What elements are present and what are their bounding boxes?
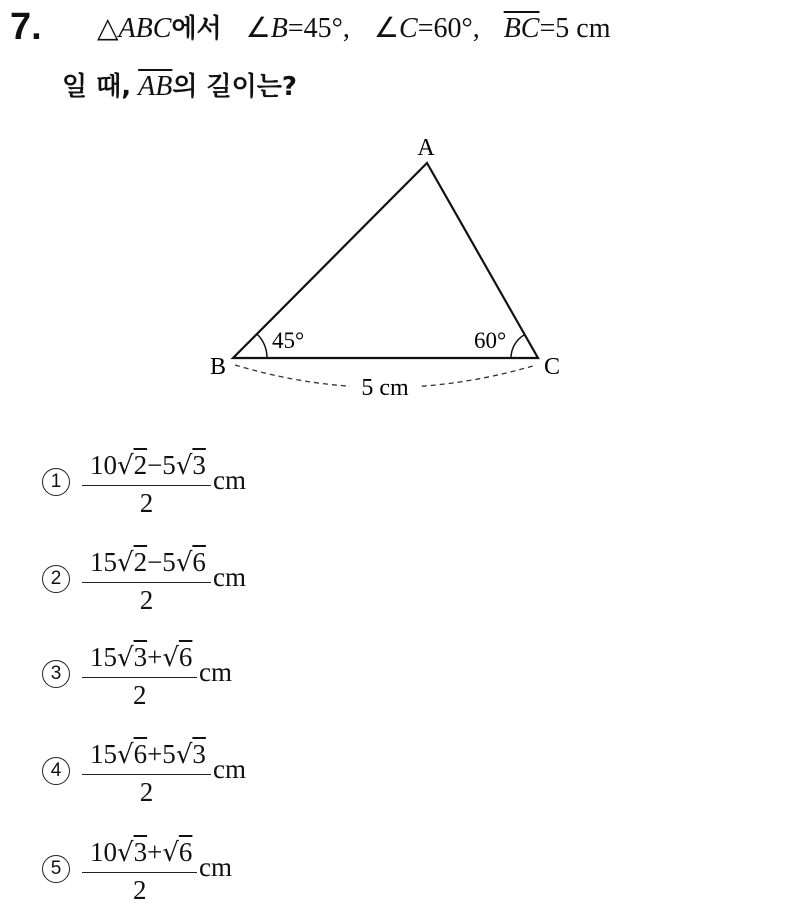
choice-marker: 4	[42, 757, 70, 785]
radicand: 3	[133, 642, 148, 672]
angle-b-vertex: B	[270, 13, 288, 44]
radical-sign-icon: √	[175, 451, 193, 481]
coefficient: 15	[90, 739, 117, 769]
radical-sign-icon: √	[117, 643, 134, 673]
segment-ab: $\overline{AB}$	[138, 71, 173, 102]
vertex-c-label: C	[543, 354, 561, 380]
radical-sign-icon: √	[117, 838, 134, 868]
angle-b-arc	[257, 334, 267, 358]
radical-2	[176, 737, 206, 772]
radical-1	[117, 448, 147, 483]
radical-sign-icon: √	[117, 548, 134, 578]
choice-unit: cm	[199, 657, 232, 687]
triangle-figure	[200, 125, 600, 415]
radicand: 3	[133, 837, 148, 867]
radical-2	[162, 835, 192, 870]
vertex-a-label: A	[417, 135, 435, 161]
coefficient: 15	[90, 547, 117, 577]
choice-fraction	[82, 545, 211, 617]
angle-b-label: 45°	[272, 328, 305, 353]
choice-marker: 2	[42, 565, 70, 593]
radical-sign-icon: √	[117, 451, 134, 481]
question-prefix: 일 때,	[62, 72, 132, 102]
question-line-2	[62, 70, 297, 104]
radicand: 3	[192, 450, 206, 480]
choice-unit: cm	[213, 754, 246, 784]
radical-sign-icon: √	[117, 740, 134, 770]
angle-c-arc	[511, 335, 524, 358]
choice-denominator: 2	[139, 585, 154, 615]
radicand: 2	[133, 547, 148, 577]
question-suffix: 의 길이는?	[172, 72, 297, 102]
radical-1	[117, 835, 147, 870]
choice-denominator: 2	[139, 488, 154, 518]
radical-1	[117, 545, 147, 580]
choice-unit: cm	[213, 465, 246, 495]
radical-1	[117, 640, 147, 675]
choice-fraction	[82, 737, 211, 809]
angle-b-value: =45°	[287, 13, 343, 44]
radical-sign-icon: √	[175, 740, 193, 770]
radical-2	[176, 545, 206, 580]
question-line-1	[97, 12, 610, 46]
radicand: 6	[178, 837, 193, 867]
radical-1	[117, 737, 147, 772]
coefficient: 15	[90, 642, 117, 672]
radicand: 2	[133, 450, 148, 480]
base-length-label: 5 cm	[361, 375, 409, 401]
bc-value: =5 cm	[539, 13, 611, 44]
choice-fraction	[82, 640, 197, 712]
choice-numerator	[82, 545, 211, 582]
choice-numerator	[82, 640, 197, 677]
operator: −5	[147, 547, 176, 577]
triangle-name: ABC	[118, 13, 172, 44]
choice-fraction	[82, 835, 197, 907]
operator: +	[147, 837, 163, 867]
separator-2: ,	[472, 13, 480, 44]
coefficient: 10	[90, 837, 117, 867]
vertex-b-label: B	[209, 354, 227, 380]
choice-numerator	[82, 448, 211, 485]
radical-sign-icon: √	[162, 643, 179, 673]
particle-eseo: 에서	[171, 14, 222, 44]
radicand: 6	[192, 547, 206, 577]
choice-unit: cm	[199, 852, 232, 882]
operator: +	[147, 642, 163, 672]
angle-c-symbol: ∠	[373, 13, 399, 44]
choice-unit: cm	[213, 562, 246, 592]
choice-numerator	[82, 835, 197, 872]
radical-2	[176, 448, 206, 483]
choice-marker: 5	[42, 855, 70, 883]
coefficient: 10	[90, 450, 117, 480]
angle-b-symbol: ∠	[245, 13, 271, 44]
choice-denominator: 2	[139, 777, 154, 807]
choice-fraction	[82, 448, 211, 520]
angle-c-label: 60°	[474, 328, 507, 353]
question-number: 7.	[10, 6, 42, 48]
segment-bc: $\overline{BC}$	[503, 13, 540, 44]
radicand: 6	[178, 642, 193, 672]
separator-1: ,	[342, 13, 350, 44]
choice-denominator: 2	[132, 680, 147, 710]
radical-sign-icon: √	[175, 548, 193, 578]
angle-c-value: =60°	[417, 13, 473, 44]
choice-denominator: 2	[132, 875, 147, 905]
radicand: 3	[192, 739, 206, 769]
radical-sign-icon: √	[162, 838, 179, 868]
choice-numerator	[82, 737, 211, 774]
operator: +5	[147, 739, 176, 769]
radicand: 6	[133, 739, 148, 769]
radical-2	[162, 640, 192, 675]
triangle-symbol: △	[97, 13, 119, 44]
operator: −5	[147, 450, 176, 480]
choice-marker: 1	[42, 468, 70, 496]
choice-marker: 3	[42, 660, 70, 688]
angle-c-vertex: C	[399, 13, 418, 44]
